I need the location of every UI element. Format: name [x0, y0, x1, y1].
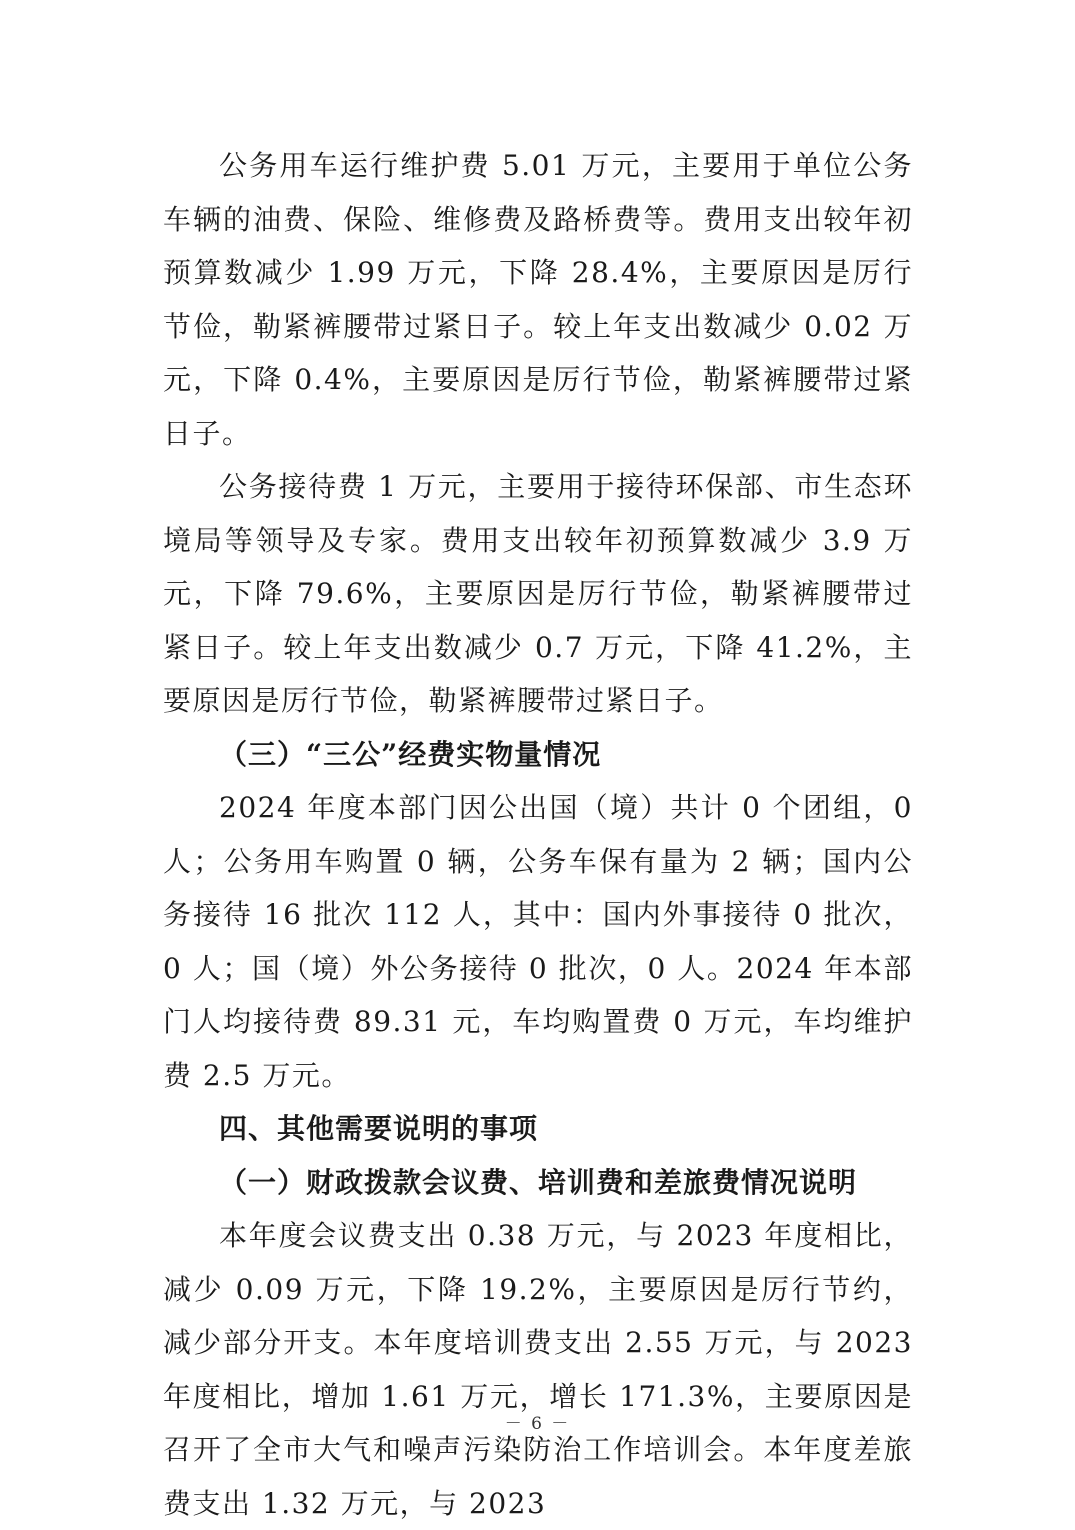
paragraph-vehicle-maintenance: 公务用车运行维护费 5.01 万元，主要用于单位公务车辆的油费、保险、维修费及路桥费等。费用支出较年初预算数减少 1.99 万元，下降 28.4%，主要原因是厉行节俭，勒紧裤腰带过紧日子。较上年支出数减少 0.02 万元，下降 0.4%，主要原因是厉行节俭，勒紧裤腰带过紧日子。 [163, 149, 913, 450]
heading-other-matters: 四、其他需要说明的事项 [219, 1112, 539, 1145]
heading-three-public-quantities: （三）“三公”经费实物量情况 [219, 737, 602, 771]
page-number: － 6 － [504, 1414, 571, 1434]
paragraph-meeting-training-travel: 本年度会议费支出 0.38 万元，与 2023 年度相比，减少 0.09 万元，下降 19.2%，主要原因是厉行节约，减少部分开支。本年度培训费支出 2.55 万元，与 2023 年度相比，增加 1.61 万元，增长 171.3%，主要原因是召开了全市大气和噪声污染防治工作培训会。本年度差旅费支出 1.32 万元，与 2023 [163, 1219, 913, 1520]
document-body [163, 139, 913, 1530]
paragraph-quantities: 2024 年度本部门因公出国（境）共计 0 个团组，0 人；公务用车购置 0 辆，公务车保有量为 2 辆；国内公务接待 16 批次 112 人，其中：国内外事接待 0 批次，0 人；国（境）外公务接待 0 批次，0 人。2024 年本部门人均接待费 89.31 元，车均购置费 0 万元，车均维护费 2.5 万元。 [163, 791, 913, 1092]
heading-meeting-training-travel: （一）财政拨款会议费、培训费和差旅费情况说明 [219, 1165, 858, 1199]
paragraph-reception-expense: 公务接待费 1 万元，主要用于接待环保部、市生态环境局等领导及专家。费用支出较年初预算数减少 3.9 万元，下降 79.6%，主要原因是厉行节俭，勒紧裤腰带过紧日子。较上年支出数减少 0.7 万元，下降 41.2%，主要原因是厉行节俭，勒紧裤腰带过紧日子。 [163, 470, 913, 717]
